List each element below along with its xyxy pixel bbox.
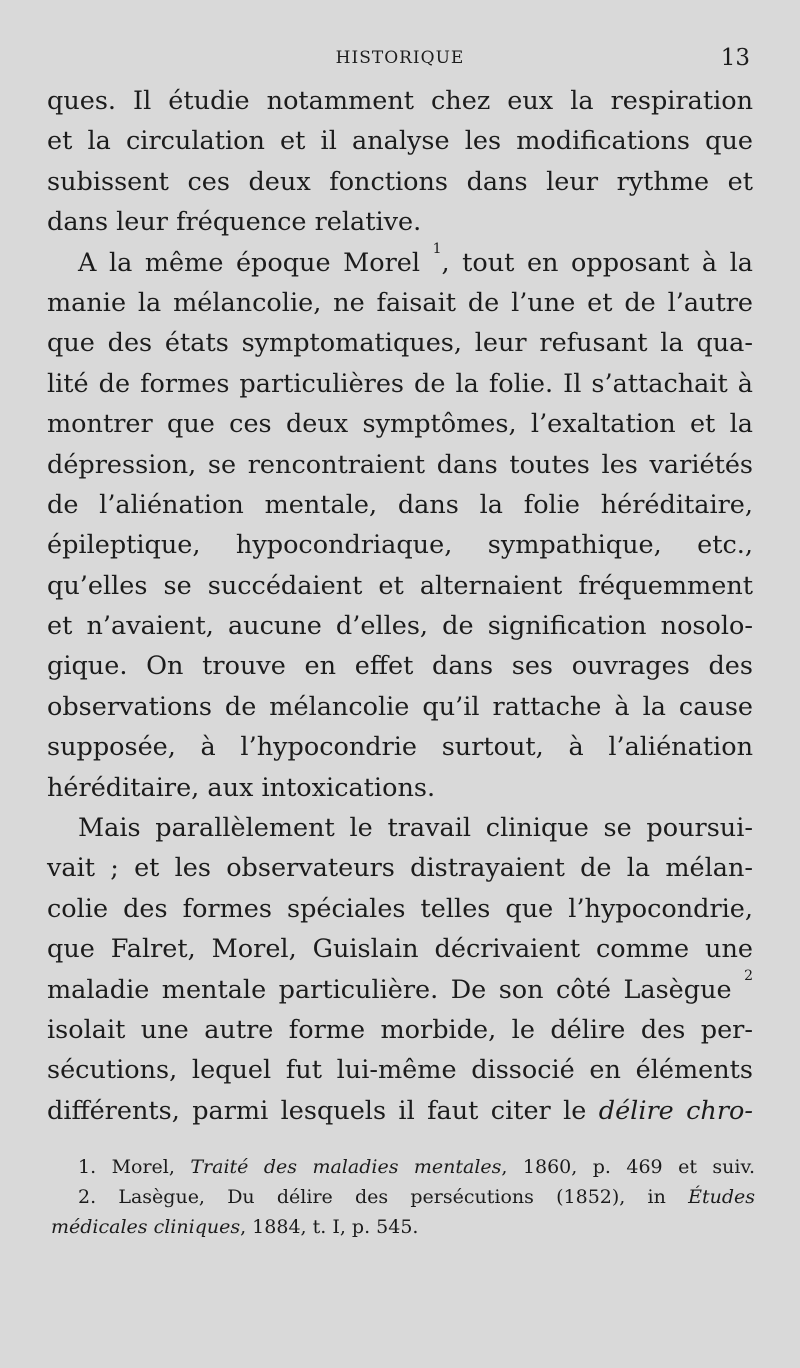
text-line: supposée, à l’hypocondrie surtout, à l’aliénation — [47, 732, 753, 763]
italic-title: médicales cliniques — [51, 1216, 241, 1238]
footnote-2-cont — [51, 1212, 755, 1242]
text-span: , 1860, p. 469 et suiv. — [501, 1156, 755, 1178]
text-line — [47, 1091, 753, 1131]
text-line: observations de mélancolie qu’il rattache à la cause — [47, 691, 753, 722]
footnote-ref-2: 2 — [744, 967, 754, 984]
text-span: 2. Lasègue, Du délire des persécutions (1852), in — [78, 1186, 666, 1208]
running-title: HISTORIQUE — [335, 48, 465, 68]
footnote-2 — [51, 1182, 755, 1212]
text-span: 1. Morel, — [78, 1156, 175, 1178]
text-line: dans leur fréquence relative. — [47, 207, 422, 238]
text-line: isolait une autre forme morbide, le délire des per- — [47, 1014, 753, 1045]
text-span: , tout en opposant à la — [441, 247, 754, 278]
text-line: vait ; et les observateurs distrayaient de la mélan- — [47, 853, 753, 884]
text-line: que des états symptomatiques, leur refusant la qua- — [47, 328, 753, 359]
text-line: lité de formes particulières de la folie. Il s’attachait à — [47, 368, 753, 399]
text-line: qu’elles se succédaient et alternaient fréquemment — [47, 570, 753, 601]
text-span: , 1884, t. I, p. 545. — [240, 1216, 419, 1238]
italic-title: Études — [688, 1186, 755, 1208]
text-line: montrer que ces deux symptômes, l’exaltation et la — [47, 409, 753, 440]
running-head — [0, 44, 800, 72]
text-line: Mais parallèlement le travail clinique se poursui- — [78, 813, 753, 844]
text-line: manie la mélancolie, ne faisait de l’une et de l’autre — [47, 287, 753, 318]
page-number: 13 — [720, 45, 750, 71]
footnotes — [51, 1152, 755, 1242]
italic-term: délire chro- — [598, 1095, 753, 1126]
text-span: différents, parmi lesquels il faut citer le — [47, 1095, 587, 1126]
footnote-ref-1: 1 — [432, 240, 442, 257]
text-line: dépression, se rencontraient dans toutes les variétés — [47, 449, 753, 480]
text-line: que Falret, Morel, Guislain décrivaient comme une — [47, 934, 753, 965]
text-line: colie des formes spéciales telles que l’hypocondrie, — [47, 893, 753, 924]
text-span: A la même époque Morel — [78, 247, 421, 278]
text-line — [47, 967, 754, 1010]
text-line: ques. Il étudie notamment chez eux la respiration — [47, 86, 753, 116]
text-line: héréditaire, aux intoxications. — [47, 772, 436, 803]
text-line: subissent ces deux fonctions dans leur rythme et — [47, 166, 753, 197]
text-line — [47, 240, 754, 283]
text-line: de l’aliénation mentale, dans la folie héréditaire, — [47, 489, 753, 520]
body-text — [47, 81, 753, 1131]
text-line: sécutions, lequel fut lui-même dissocié en éléments — [47, 1055, 753, 1086]
text-span: maladie mentale particulière. De son côté Lasègue — [47, 974, 732, 1005]
text-line: et n’avaient, aucune d’elles, de signification nosolo- — [47, 611, 753, 642]
text-line: gique. On trouve en effet dans ses ouvrages des — [47, 651, 753, 682]
text-line: et la circulation et il analyse les modifications que — [47, 126, 753, 157]
italic-title: Traité des maladies mentales — [190, 1156, 502, 1178]
footnote-1 — [51, 1152, 755, 1182]
text-line: épileptique, hypocondriaque, sympathique, etc., — [47, 530, 753, 561]
